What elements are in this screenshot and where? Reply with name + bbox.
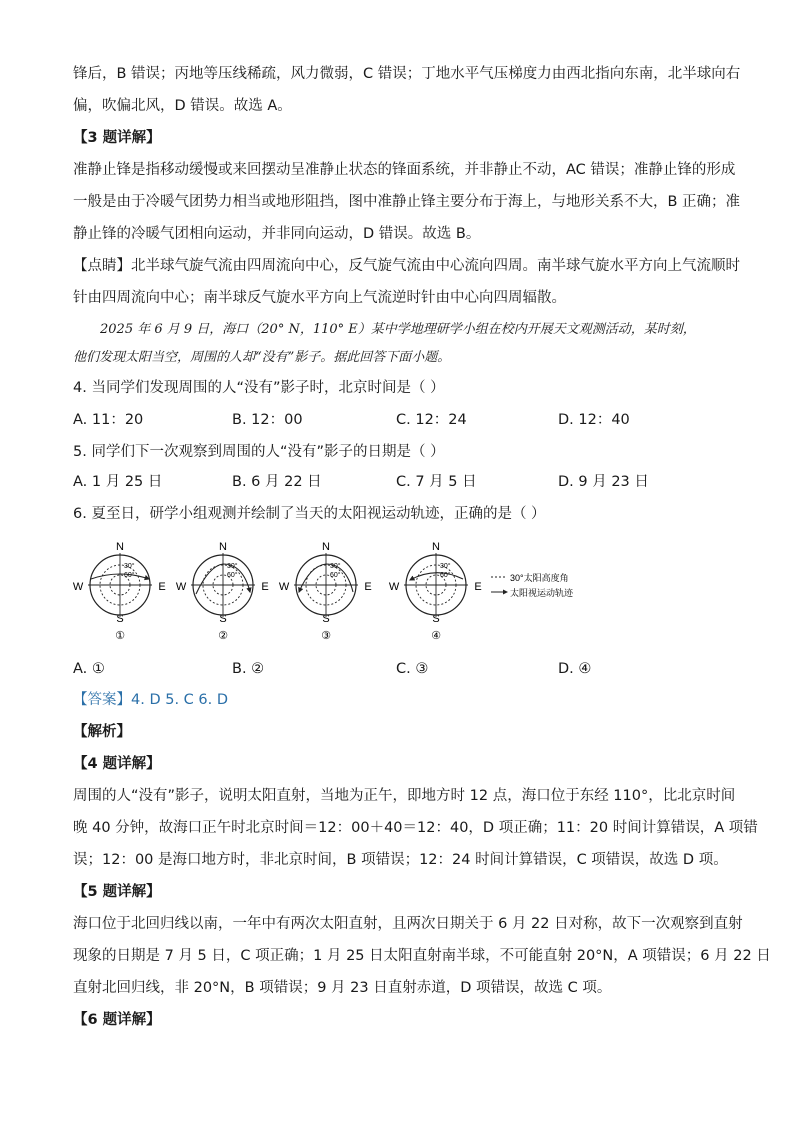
east-label: E: [364, 581, 372, 593]
west-label: W: [175, 581, 187, 593]
legend-altitude-label: 30°太阳高度角: [510, 573, 569, 583]
q6-option-a: A. ①: [73, 661, 105, 677]
q5-option-a: A. 1 月 25 日: [73, 474, 163, 490]
section-heading: 【6 题详解】: [73, 1012, 161, 1028]
altitude-30-label: 30°: [227, 563, 238, 570]
altitude-60-label: 60°: [124, 572, 135, 579]
section-heading: 【4 题详解】: [73, 756, 161, 772]
west-label: W: [388, 581, 400, 593]
sun-path-diagram-1: [73, 541, 166, 642]
altitude-60-label: 60°: [330, 572, 341, 579]
sun-path-diagram-4: [389, 541, 482, 642]
north-label: N: [322, 541, 330, 553]
east-label: E: [261, 581, 269, 593]
diagram-number: ②: [218, 630, 228, 642]
north-label: N: [219, 541, 227, 553]
tip-line: 【点睛】北半球气旋气流由四周流向中心，反气旋气流由中心流向四周。南半球气旋水平方向上气流顺时: [73, 258, 740, 274]
legend-path-label: 太阳视运动轨迹: [510, 588, 574, 598]
altitude-60-label: 60°: [227, 572, 238, 579]
north-label: N: [432, 541, 440, 553]
east-label: E: [158, 581, 166, 593]
text-line: 针由四周流向中心；南半球反气旋水平方向上气流逆时针由中心向四周辐散。: [73, 290, 566, 306]
sun-path-arc: [410, 573, 463, 580]
text-line: 偏，吹偏北风，D 错误。故选 A。: [73, 98, 292, 114]
east-label: E: [474, 581, 482, 593]
text-line: 直射北回归线，非 20°N，B 项错误；9 月 23 日直射赤道，D 项错误，故选 C 项。: [73, 980, 612, 996]
altitude-30-label: 30°: [330, 563, 341, 570]
text-line: 一般是由于冷暖气团势力相当或地形阻挡，图中准静止锋主要分布于海上，与地形关系不大，B 正确；准: [73, 194, 741, 210]
south-label: S: [322, 613, 330, 625]
question-5: 5. 同学们下一次观察到周围的人“没有”影子的日期是（ ）: [73, 444, 445, 460]
q4-option-b: B. 12：00: [232, 412, 303, 428]
south-label: S: [116, 613, 124, 625]
legend: [491, 572, 574, 598]
answer-key: 【答案】4. D 5. C 6. D: [73, 692, 229, 708]
south-label: S: [219, 613, 227, 625]
text-line: 静止锋的冷暖气团相向运动，并非同向运动，D 错误。故选 B。: [73, 226, 481, 242]
q6-option-b: B. ②: [232, 661, 265, 677]
q5-option-c: C. 7 月 5 日: [396, 474, 477, 490]
q4-option-d: D. 12：40: [558, 412, 630, 428]
sun-path-diagram-3: [279, 541, 372, 642]
section-heading: 【3 题详解】: [73, 130, 161, 146]
q6-option-d: D. ④: [558, 661, 592, 677]
diagram-number: ①: [115, 630, 125, 642]
material-line: 他们发现太阳当空，周围的人却“没有”影子。据此回答下面小题。: [73, 350, 451, 365]
question-6: 6. 夏至日，研学小组观测并绘制了当天的太阳视运动轨迹，正确的是（ ）: [73, 506, 546, 522]
north-label: N: [116, 541, 124, 553]
q5-option-d: D. 9 月 23 日: [558, 474, 649, 490]
text-line: 现象的日期是 7 月 5 日，C 项正确；1 月 25 日太阳直射南半球，不可能直射 20°N，A 项错误；6 月 22 日: [73, 948, 771, 964]
text-line: 周围的人“没有”影子，说明太阳直射，当地为正午，即地方时 12 点，海口位于东经 110°，比北京时间: [73, 788, 736, 804]
q6-option-c: C. ③: [396, 661, 429, 677]
q4-option-c: C. 12：24: [396, 412, 467, 428]
text-line: 误；12：00 是海口地方时，非北京时间，B 项错误；12：24 时间计算错误，C 项错误，故选 D 项。: [73, 852, 728, 868]
sun-path-diagram-2: [176, 541, 269, 642]
section-heading: 【5 题详解】: [73, 884, 161, 900]
diagram-number: ③: [321, 630, 331, 642]
diagram-number: ④: [431, 630, 441, 642]
section-heading: 【解析】: [73, 724, 131, 740]
south-label: S: [432, 613, 440, 625]
text-line: 准静止锋是指移动缓慢或来回摆动呈准静止状态的锋面系统，并非静止不动，AC 错误；准静止锋的形成: [73, 162, 736, 178]
altitude-60-label: 60°: [440, 572, 451, 579]
sun-path-diagram: [70, 540, 600, 652]
text-line: 晚 40 分钟，故海口正午时北京时间＝12：00＋40＝12：40，D 项正确；11：20 时间计算错误，A 项错: [73, 820, 758, 836]
west-label: W: [278, 581, 290, 593]
question-4: 4. 当同学们发现周围的人“没有”影子时，北京时间是（ ）: [73, 380, 445, 396]
text-line: 锋后，B 错误；丙地等压线稀疏，风力微弱，C 错误；丁地水平气压梯度力由西北指向东南，北半球向右: [73, 66, 741, 82]
material-line: 2025 年 6 月 9 日，海口（20° N，110° E）某中学地理研学小组在校内开展天文观测活动，某时刻，: [100, 322, 696, 337]
q5-option-b: B. 6 月 22 日: [232, 474, 322, 490]
q4-option-a: A. 11：20: [73, 412, 144, 428]
text-line: 海口位于北回归线以南，一年中有两次太阳直射，且两次日期关于 6 月 22 日对称，故下一次观察到直射: [73, 916, 743, 932]
altitude-30-label: 30°: [124, 563, 135, 570]
altitude-30-label: 30°: [440, 563, 451, 570]
west-label: W: [72, 581, 84, 593]
